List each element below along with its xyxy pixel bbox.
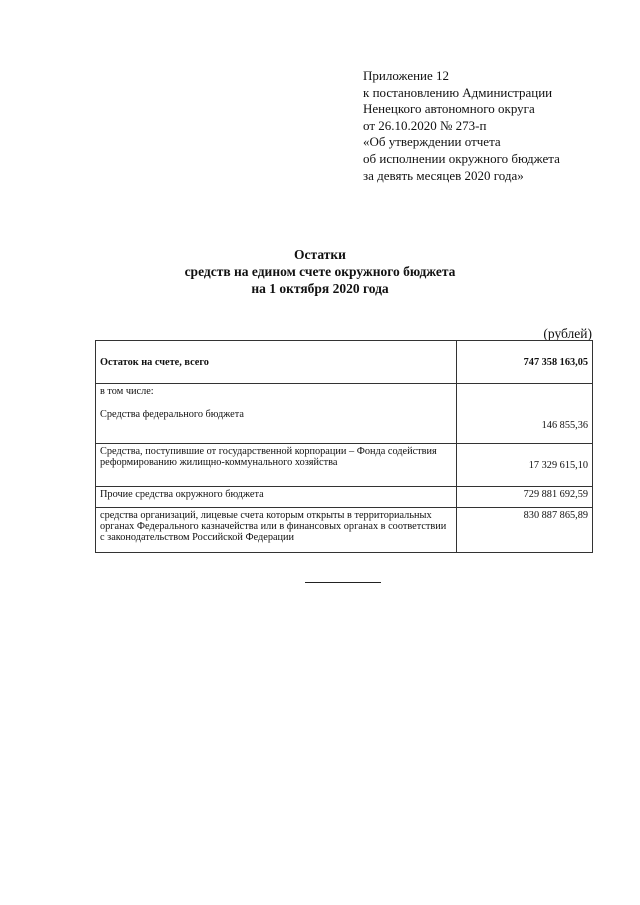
appendix-line: «Об утверждении отчета xyxy=(363,134,501,150)
appendix-line: от 26.10.2020 № 273-п xyxy=(363,117,487,133)
appendix-header xyxy=(363,68,625,184)
table-row-federal xyxy=(96,384,593,444)
title-line-2: средств на едином счете окружного бюджета xyxy=(184,264,456,279)
organizations-label: средства организаций, лицевые счета которым открыты в территориальных органах Федерального казначейства или в финансовых органах в соответствии с законодательством Российской Федерации xyxy=(96,508,457,553)
foundation-amount: 17 329 615,10 xyxy=(457,444,593,487)
closing-divider xyxy=(305,582,381,583)
table-row-other xyxy=(96,487,593,508)
foundation-label: Средства, поступившие от государственной корпорации – Фонда содействия реформированию жилищно-коммунального хозяйства xyxy=(96,444,457,487)
federal-cell xyxy=(96,384,457,444)
total-amount: 747 358 163,05 xyxy=(457,341,593,384)
organizations-amount: 830 887 865,89 xyxy=(457,508,593,553)
appendix-line: об исполнении окружного бюджета xyxy=(363,150,560,166)
balance-table xyxy=(95,340,593,553)
total-label: Остаток на счете, всего xyxy=(96,341,457,384)
other-amount: 729 881 692,59 xyxy=(457,487,593,508)
title-line-1: Остатки xyxy=(294,247,346,262)
federal-label: Средства федерального бюджета xyxy=(100,409,244,420)
other-label: Прочие средства окружного бюджета xyxy=(96,487,457,508)
appendix-line: за девять месяцев 2020 года» xyxy=(363,167,524,183)
federal-amount: 146 855,36 xyxy=(457,384,593,444)
unit-label: (рублей) xyxy=(543,326,592,341)
including-label: в том числе: xyxy=(100,386,154,397)
title-line-3: на 1 октября 2020 года xyxy=(251,281,389,296)
appendix-line: Приложение 12 xyxy=(363,68,450,83)
appendix-line: к постановлению Администрации xyxy=(363,84,553,100)
table-row-organizations xyxy=(96,508,593,553)
appendix-line: Ненецкого автономного округа xyxy=(363,101,535,117)
table-row-foundation xyxy=(96,444,593,487)
document-title xyxy=(0,246,640,297)
table-row-total xyxy=(96,341,593,384)
